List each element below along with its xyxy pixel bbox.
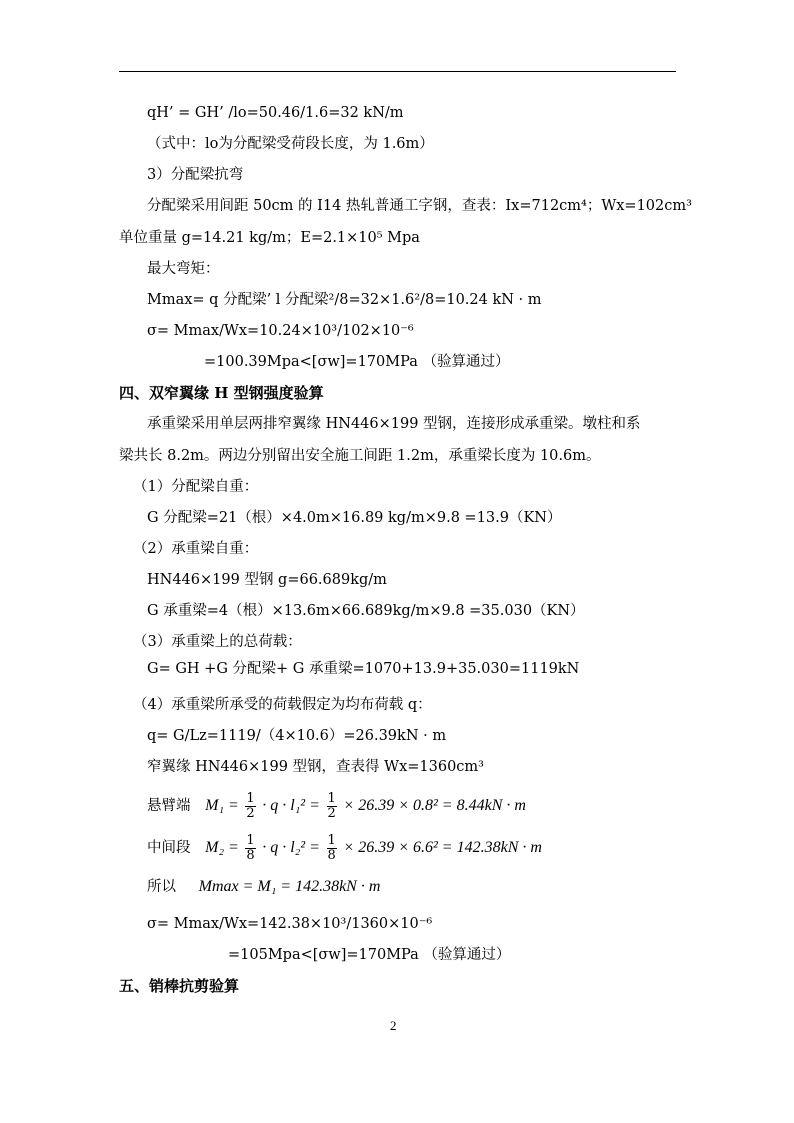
item-3-formula: G= GH +G 分配梁+ G 承重梁=1070+13.9+35.030=1119kN	[147, 661, 580, 677]
item-2-section: HN446×199 型钢 g=66.689kg/m	[147, 572, 387, 588]
item-4-section: 窄翼缘 HN446×199 型钢，查表得 Wx=1360cm³	[147, 759, 484, 775]
section-heading-4: 四、双窄翼缘 H 型钢强度验算	[119, 384, 324, 402]
line-i14-section: 分配梁采用间距 50cm 的 I14 热轧普通工字钢，查表：Ix=712cm⁴；Wx=102cm³	[147, 198, 692, 214]
line-max-moment-label: 最大弯矩：	[147, 261, 220, 277]
paragraph-line-2: 梁共长 8.2m。两边分别留出安全施工间距 1.2m，承重梁长度为 10.6m。	[119, 448, 601, 464]
so-label: 所以	[147, 879, 176, 895]
line-mmax-formula: Mmax= q 分配梁’ l 分配梁²/8=32×1.6²/8=10.24 kN · m	[147, 292, 542, 308]
mmax-equation: Mmax = M₁ = 142.38kN · m	[198, 878, 381, 895]
fraction	[327, 792, 337, 821]
fraction	[327, 834, 337, 863]
cantilever-label: 悬臂端	[147, 798, 191, 814]
m1-rhs: × 26.39 × 0.8² = 8.44kN · m	[343, 797, 526, 814]
formula-cantilever	[147, 791, 526, 821]
numerator: 1	[327, 790, 336, 806]
fraction	[245, 792, 255, 821]
numerator: 1	[246, 832, 255, 848]
numerator: 1	[327, 832, 336, 848]
item-2-heading: （2）承重梁自重：	[133, 541, 259, 557]
numerator: 1	[246, 790, 255, 806]
page-number: 2	[390, 1018, 397, 1033]
item-1-heading: （1）分配梁自重：	[133, 479, 259, 495]
subheading-beam-bending: 3）分配梁抗弯	[147, 167, 244, 183]
section-heading-5: 五、销棒抗剪验算	[119, 977, 240, 995]
m2-middle: · q · l₂² =	[262, 839, 320, 856]
item-1-formula: G 分配梁=21（根）×4.0m×16.89 kg/m×9.8 =13.9（KN）	[147, 510, 562, 526]
m2-rhs: × 26.39 × 6.6² = 142.38kN · m	[343, 839, 542, 856]
line-sigma-formula-2: σ= Mmax/Wx=142.38×10³/1360×10⁻⁶	[147, 916, 433, 932]
formula-mmax	[147, 875, 380, 899]
line-qh: qH’ = GH’ /lo=50.46/1.6=32 kN/m	[147, 105, 404, 121]
fraction	[245, 834, 255, 863]
item-4-heading: （4）承重梁所承受的荷载假定为均布荷载 q：	[133, 697, 432, 713]
denominator: 2	[246, 805, 255, 821]
m2-lhs: M₂ =	[205, 839, 239, 856]
line-unit-weight: 单位重量 g=14.21 kg/m；E=2.1×10⁵ Mpa	[119, 230, 420, 246]
m1-lhs: M₁ =	[205, 797, 239, 814]
denominator: 8	[246, 847, 255, 863]
line-sigma-result: =100.39Mpa<[σw]=170MPa （验算通过）	[204, 354, 510, 370]
line-note-lo: （式中：lo为分配梁受荷段长度，为 1.6m）	[147, 136, 434, 152]
denominator: 2	[327, 805, 336, 821]
item-2-formula: G 承重梁=4（根）×13.6m×66.689kg/m×9.8 =35.030（KN）	[147, 603, 585, 619]
item-3-heading: （3）承重梁上的总荷载：	[133, 634, 302, 650]
line-sigma-result-2: =105Mpa<[σw]=170MPa （验算通过）	[228, 947, 511, 963]
midspan-label: 中间段	[147, 840, 191, 856]
m1-middle: · q · l₁² =	[262, 797, 320, 814]
line-sigma-formula: σ= Mmax/Wx=10.24×10³/102×10⁻⁶	[147, 323, 414, 339]
paragraph-line-1: 承重梁采用单层两排窄翼缘 HN446×199 型钢，连接形成承重梁。墩柱和系	[147, 416, 641, 432]
header-rule	[119, 71, 676, 72]
denominator: 8	[327, 847, 336, 863]
formula-midspan	[147, 833, 542, 863]
item-4-q-formula: q= G/Lz=1119/（4×10.6）=26.39kN · m	[147, 728, 447, 744]
